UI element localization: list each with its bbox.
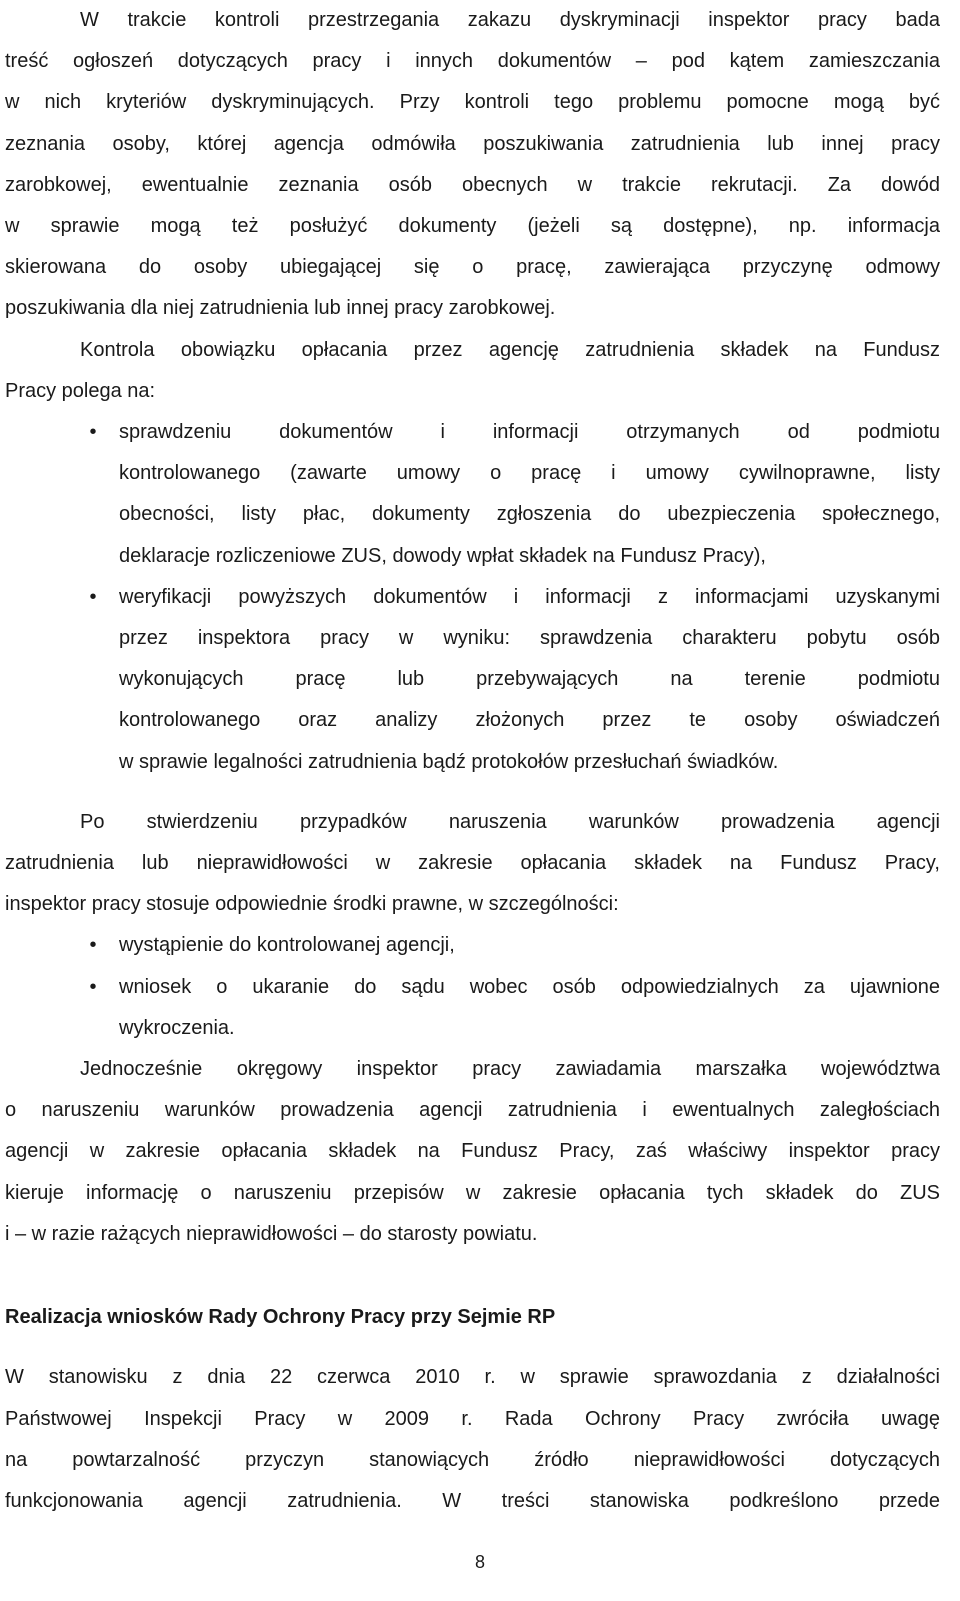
- text-line: wykroczenia.: [119, 1016, 235, 1039]
- text-line: kieruje informację o naruszeniu przepisów w zakresie opłacania tych składek do ZUS: [5, 1181, 940, 1204]
- text-line: w sprawie mogą też posłużyć dokumenty (jeżeli są dostępne), np. informacja: [5, 215, 940, 238]
- list-item: [5, 925, 940, 966]
- list-item: [5, 412, 940, 577]
- text-line: deklaracje rozliczeniowe ZUS, dowody wpłat składek na Fundusz Pracy),: [119, 544, 766, 567]
- bullet-icon: •: [89, 585, 97, 608]
- text-line: funkcjonowania agencji zatrudnienia. W treści stanowiska podkreślono przede: [5, 1489, 940, 1512]
- text-line: weryfikacji powyższych dokumentów i informacji z informacjami uzyskanymi: [119, 585, 940, 608]
- text-line: agencji w zakresie opłacania składek na Fundusz Pracy, zaś właściwy inspektor pracy: [5, 1140, 940, 1163]
- list-item: [5, 577, 940, 783]
- paragraph-notifications: [5, 1049, 940, 1255]
- text-line: w sprawie legalności zatrudnienia bądź protokołów przesłuchań świadków.: [119, 750, 779, 773]
- paragraph-fund-contribution-control: [5, 330, 940, 412]
- section-title: Realizacja wniosków Rady Ochrony Pracy przy Sejmie RP: [5, 1306, 556, 1329]
- text-line: kontrolowanego oraz analizy złożonych przez te osoby oświadczeń: [119, 709, 940, 732]
- paragraph-rop-position: [5, 1357, 940, 1522]
- text-line: sprawdzeniu dokumentów i informacji otrzymanych od podmiotu: [119, 421, 940, 444]
- text-line: poszukiwania dla niej zatrudnienia lub innej pracy zarobkowej.: [5, 297, 556, 320]
- text-line: obecności, listy płac, dokumenty zgłoszenia do ubezpieczenia społecznego,: [119, 503, 940, 526]
- bullet-icon: •: [89, 934, 97, 957]
- text-line: Państwowej Inspekcji Pracy w 2009 r. Rada Ochrony Pracy zwróciła uwagę: [5, 1407, 940, 1430]
- paragraph-legal-measures: [5, 802, 940, 926]
- text-line: zeznania osoby, której agencja odmówiła poszukiwania zatrudnienia lub innej pracy: [5, 132, 940, 155]
- text-line: wniosek o ukaranie do sądu wobec osób odpowiedzialnych za ujawnione: [119, 975, 940, 998]
- text-line: i – w razie rażących nieprawidłowości – do starosty powiatu.: [5, 1222, 538, 1245]
- text-line: inspektor pracy stosuje odpowiednie środki prawne, w szczególności:: [5, 893, 619, 916]
- spacer: [5, 1255, 940, 1297]
- bullet-list-control-steps: [5, 412, 940, 783]
- spacer: [5, 1338, 940, 1357]
- text-line: W trakcie kontroli przestrzegania zakazu dyskryminacji inspektor pracy bada: [80, 9, 940, 31]
- paragraph-discrimination-control: [5, 0, 940, 330]
- text-line: o naruszeniu warunków prowadzenia agencji zatrudnienia i ewentualnych zaległościach: [5, 1099, 940, 1122]
- text-line: na powtarzalność przyczyn stanowiących źródło nieprawidłowości dotyczących: [5, 1448, 940, 1471]
- text-line: Kontrola obowiązku opłacania przez agencję zatrudnienia składek na Fundusz: [80, 338, 940, 361]
- text-line: przez inspektora pracy w wyniku: sprawdzenia charakteru pobytu osób: [119, 627, 940, 650]
- text-line: W stanowisku z dnia 22 czerwca 2010 r. w sprawie sprawozdania z działalności: [5, 1366, 940, 1389]
- text-line: zatrudnienia lub nieprawidłowości w zakresie opłacania składek na Fundusz Pracy,: [5, 852, 940, 875]
- text-line: skierowana do osoby ubiegającej się o pracę, zawierająca przyczynę odmowy: [5, 256, 940, 279]
- list-item: [5, 967, 940, 1049]
- spacer: [5, 783, 940, 802]
- bullet-icon: •: [89, 975, 97, 998]
- section-heading: [5, 1297, 940, 1338]
- page-number: 8: [474, 1552, 485, 1572]
- bullet-icon: •: [89, 421, 97, 444]
- text-line: Po stwierdzeniu przypadków naruszenia warunków prowadzenia agencji: [80, 810, 940, 833]
- text-line: wystąpienie do kontrolowanej agencji,: [119, 934, 455, 957]
- text-line: wykonujących pracę lub przebywających na terenie podmiotu: [119, 668, 940, 691]
- text-line: Pracy polega na:: [5, 379, 156, 402]
- text-line: Jednocześnie okręgowy inspektor pracy zawiadamia marszałka województwa: [80, 1058, 940, 1081]
- text-line: treść ogłoszeń dotyczących pracy i innych dokumentów – pod kątem zamieszczania: [5, 50, 940, 73]
- text-line: w nich kryteriów dyskryminujących. Przy kontroli tego problemu pomocne mogą być: [5, 91, 940, 114]
- text-line: zarobkowej, ewentualnie zeznania osób obecnych w trakcie rekrutacji. Za dowód: [5, 173, 940, 196]
- bullet-list-legal-measures: [5, 925, 940, 1049]
- text-line: kontrolowanego (zawarte umowy o pracę i umowy cywilnoprawne, listy: [119, 462, 940, 485]
